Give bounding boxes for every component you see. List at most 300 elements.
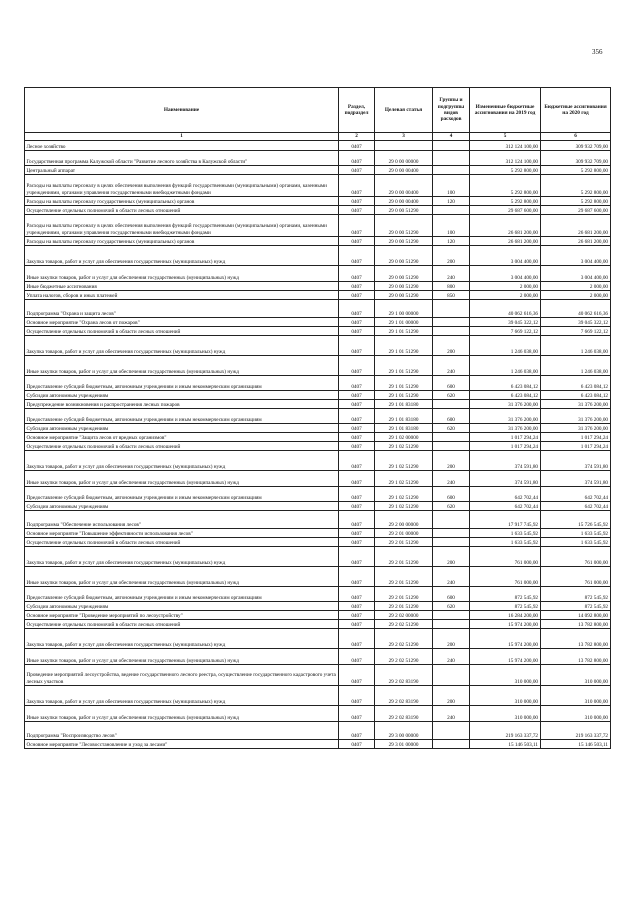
row-target-article: 29 0 00 51290 xyxy=(375,266,433,282)
table-row xyxy=(25,291,611,300)
row-expense-group: 240 xyxy=(433,567,470,587)
row-value-2019: 312 124 100,00 xyxy=(470,151,541,166)
row-value-2020: 31 376 200,00 xyxy=(541,409,611,424)
table-row xyxy=(25,611,611,620)
row-name: Лесное хозяйство xyxy=(25,141,339,151)
row-expense-group: 240 xyxy=(433,649,470,665)
row-name: Основное мероприятие "Лесовосстановление и уход за лесами" xyxy=(25,740,339,749)
row-name: Основное мероприятие "Проведение мероприятий по лесоустройству" xyxy=(25,611,339,620)
row-section: 0407 xyxy=(339,740,375,749)
page-number: 356 xyxy=(592,48,603,56)
row-target-article: 29 2 01 51290 xyxy=(375,538,433,547)
row-value-2019: 15 146 503,11 xyxy=(470,740,541,749)
row-value-2019: 16 284 200,00 xyxy=(470,611,541,620)
row-name: Центральный аппарат xyxy=(25,166,339,175)
table-row xyxy=(25,547,611,567)
table-row xyxy=(25,722,611,740)
row-value-2020: 309 932 709,00 xyxy=(541,151,611,166)
row-name: Осуществление отдельных полномочий в области лесных отношений xyxy=(25,442,339,451)
row-target-article: 29 1 02 51290 xyxy=(375,502,433,511)
row-name: Иные закупки товаров, работ и услуг для обеспечения государственных (муниципальных) нужд xyxy=(25,706,339,722)
row-target-article: 29 1 02 51290 xyxy=(375,442,433,451)
row-section: 0407 xyxy=(339,722,375,740)
row-target-article: 29 1 02 51290 xyxy=(375,487,433,502)
row-target-article: 29 2 02 83190 xyxy=(375,686,433,706)
row-name: Закупка товаров, работ и услуг для обеспечения государственных (муниципальных) нужд xyxy=(25,451,339,471)
row-value-2020: 309 932 709,00 xyxy=(541,141,611,151)
row-expense-group: 200 xyxy=(433,686,470,706)
row-name: Основное мероприятие "Защита лесов от вредных организмов" xyxy=(25,433,339,442)
row-section: 0407 xyxy=(339,629,375,649)
row-section: 0407 xyxy=(339,336,375,356)
row-section: 0407 xyxy=(339,215,375,237)
table-row xyxy=(25,529,611,538)
row-value-2019: 5 292 800,00 xyxy=(470,175,541,197)
row-section: 0407 xyxy=(339,706,375,722)
row-section: 0407 xyxy=(339,620,375,629)
row-target-article: 29 1 02 00000 xyxy=(375,433,433,442)
row-name: Осуществление отдельных полномочий в области лесных отношений xyxy=(25,327,339,336)
row-value-2020: 13 782 800,00 xyxy=(541,649,611,665)
row-name: Государственная программа Калужской области "Развитие лесного хозяйства в Калужской области" xyxy=(25,151,339,166)
table-row xyxy=(25,451,611,471)
table-row xyxy=(25,166,611,175)
row-name: Субсидии автономным учреждениям xyxy=(25,502,339,511)
row-value-2020: 761 000,00 xyxy=(541,567,611,587)
row-value-2019: 5 292 800,00 xyxy=(470,197,541,206)
row-value-2019: 15 974 200,00 xyxy=(470,649,541,665)
row-value-2019: 6 423 084,12 xyxy=(470,376,541,391)
row-target-article: 29 0 00 51290 xyxy=(375,282,433,291)
table-row xyxy=(25,471,611,487)
row-value-2020: 40 062 616,36 xyxy=(541,300,611,318)
row-value-2020: 761 000,00 xyxy=(541,547,611,567)
column-number: 1 xyxy=(25,133,339,141)
row-name: Расходы на выплаты персоналу в целях обеспечения выполнения функций государственными (муниципальными) органами, казенными учреждениями, органами управления государственными внебюджетными фондами xyxy=(25,215,339,237)
row-value-2020: 31 376 200,00 xyxy=(541,424,611,433)
table-row xyxy=(25,620,611,629)
row-name: Субсидии автономным учреждениям xyxy=(25,391,339,400)
budget-table-container xyxy=(24,87,610,749)
table-row xyxy=(25,502,611,511)
row-value-2019: 374 591,80 xyxy=(470,451,541,471)
row-target-article: 29 2 01 51290 xyxy=(375,547,433,567)
row-value-2019: 2 000,00 xyxy=(470,282,541,291)
table-row xyxy=(25,197,611,206)
row-section: 0407 xyxy=(339,282,375,291)
row-name: Иные закупки товаров, работ и услуг для обеспечения государственных (муниципальных) нужд xyxy=(25,649,339,665)
row-name: Иные закупки товаров, работ и услуг для обеспечения государственных (муниципальных) нужд xyxy=(25,567,339,587)
table-row xyxy=(25,206,611,215)
row-value-2020: 374 591,80 xyxy=(541,471,611,487)
row-target-article: 29 2 02 51290 xyxy=(375,649,433,665)
row-name: Субсидии автономным учреждениям xyxy=(25,424,339,433)
row-target-article: 29 0 00 00400 xyxy=(375,166,433,175)
row-value-2019: 2 000,00 xyxy=(470,291,541,300)
row-value-2020: 15 146 503,11 xyxy=(541,740,611,749)
row-section: 0407 xyxy=(339,433,375,442)
row-section: 0407 xyxy=(339,400,375,409)
row-name: Осуществление отдельных полномочий в области лесных отношений xyxy=(25,206,339,215)
row-section: 0407 xyxy=(339,141,375,151)
row-value-2019: 219 163 337,72 xyxy=(470,722,541,740)
row-value-2019: 3 004 400,00 xyxy=(470,246,541,266)
header-allocations-2020: Бюджетные ассигнования на 2020 год xyxy=(541,88,611,133)
table-row xyxy=(25,587,611,602)
table-row xyxy=(25,336,611,356)
row-value-2020: 7 669 122,12 xyxy=(541,327,611,336)
row-value-2020: 374 591,80 xyxy=(541,451,611,471)
row-value-2020: 31 376 200,00 xyxy=(541,400,611,409)
table-row xyxy=(25,442,611,451)
row-value-2019: 17 917 745,92 xyxy=(470,511,541,529)
row-expense-group: 200 xyxy=(433,547,470,567)
row-value-2019: 642 702,44 xyxy=(470,487,541,502)
row-target-article: 29 2 01 51290 xyxy=(375,602,433,611)
row-value-2020: 14 092 800,00 xyxy=(541,611,611,620)
row-expense-group xyxy=(433,141,470,151)
row-target-article: 29 0 00 00400 xyxy=(375,197,433,206)
row-expense-group: 620 xyxy=(433,502,470,511)
row-target-article: 29 1 01 51290 xyxy=(375,376,433,391)
row-value-2019: 29 687 600,00 xyxy=(470,206,541,215)
row-value-2020: 39 045 322,12 xyxy=(541,318,611,327)
row-target-article: 29 1 01 00000 xyxy=(375,318,433,327)
row-value-2019: 761 000,00 xyxy=(470,547,541,567)
table-row xyxy=(25,318,611,327)
table-row xyxy=(25,409,611,424)
row-section: 0407 xyxy=(339,318,375,327)
column-number-row xyxy=(25,133,611,141)
row-name: Предоставление субсидий бюджетным, автономным учреждениям и иным некоммерческим организациям xyxy=(25,409,339,424)
column-number: 5 xyxy=(470,133,541,141)
row-target-article: 29 2 02 51290 xyxy=(375,620,433,629)
header-target-article: Целевая статья xyxy=(375,88,433,133)
row-expense-group: 100 xyxy=(433,175,470,197)
row-section: 0407 xyxy=(339,327,375,336)
row-value-2019: 3 004 400,00 xyxy=(470,266,541,282)
row-value-2020: 6 423 084,12 xyxy=(541,376,611,391)
row-section: 0407 xyxy=(339,529,375,538)
row-value-2020: 26 681 200,00 xyxy=(541,215,611,237)
row-value-2019: 1 246 038,00 xyxy=(470,356,541,376)
row-value-2019: 1 633 545,92 xyxy=(470,538,541,547)
row-expense-group: 100 xyxy=(433,215,470,237)
row-expense-group xyxy=(433,722,470,740)
row-value-2019: 642 702,44 xyxy=(470,502,541,511)
row-section: 0407 xyxy=(339,665,375,686)
row-value-2020: 872 545,92 xyxy=(541,587,611,602)
header-section: Раздел, подраздел xyxy=(339,88,375,133)
row-value-2019: 26 681 200,00 xyxy=(470,215,541,237)
row-name: Предоставление субсидий бюджетным, автономным учреждениям и иным некоммерческим организациям xyxy=(25,376,339,391)
row-target-article: 29 0 00 00400 xyxy=(375,175,433,197)
row-name: Расходы на выплаты персоналу в целях обеспечения выполнения функций государственными (муниципальными) органами, казенными учреждениями, органами управления государственными внебюджетными фондами xyxy=(25,175,339,197)
row-expense-group: 240 xyxy=(433,266,470,282)
table-row xyxy=(25,665,611,686)
row-value-2019: 1 246 038,00 xyxy=(470,336,541,356)
row-target-article: 29 1 01 51290 xyxy=(375,336,433,356)
row-target-article: 29 0 00 51290 xyxy=(375,291,433,300)
row-value-2020: 1 633 545,92 xyxy=(541,529,611,538)
row-section: 0407 xyxy=(339,511,375,529)
row-value-2020: 3 004 400,00 xyxy=(541,266,611,282)
row-target-article: 29 1 00 00000 xyxy=(375,300,433,318)
row-value-2019: 26 681 200,00 xyxy=(470,237,541,246)
row-target-article: 29 2 02 83190 xyxy=(375,706,433,722)
row-name: Расходы на выплаты персоналу государственных (муниципальных) органов xyxy=(25,237,339,246)
row-name: Предоставление субсидий бюджетным, автономным учреждениям и иным некоммерческим организациям xyxy=(25,487,339,502)
row-value-2020: 642 702,44 xyxy=(541,487,611,502)
row-value-2019: 31 376 200,00 xyxy=(470,400,541,409)
row-expense-group: 600 xyxy=(433,487,470,502)
row-section: 0407 xyxy=(339,649,375,665)
row-value-2020: 15 726 545,92 xyxy=(541,511,611,529)
row-name: Иные закупки товаров, работ и услуг для обеспечения государственных (муниципальных) нужд xyxy=(25,356,339,376)
row-value-2020: 1 246 038,00 xyxy=(541,336,611,356)
row-expense-group xyxy=(433,511,470,529)
table-body xyxy=(25,141,611,749)
row-expense-group xyxy=(433,665,470,686)
row-value-2019: 40 062 616,36 xyxy=(470,300,541,318)
table-row xyxy=(25,567,611,587)
row-section: 0407 xyxy=(339,424,375,433)
row-value-2020: 5 292 800,00 xyxy=(541,166,611,175)
row-section: 0407 xyxy=(339,246,375,266)
table-row xyxy=(25,433,611,442)
table-row xyxy=(25,686,611,706)
table-row xyxy=(25,141,611,151)
row-target-article: 29 0 00 51290 xyxy=(375,215,433,237)
row-section: 0407 xyxy=(339,206,375,215)
row-name: Закупка товаров, работ и услуг для обеспечения государственных (муниципальных) нужд xyxy=(25,246,339,266)
row-value-2019: 310 000,00 xyxy=(470,665,541,686)
row-section: 0407 xyxy=(339,166,375,175)
row-expense-group xyxy=(433,442,470,451)
row-name: Основное мероприятие "Повышение эффективности использования лесов" xyxy=(25,529,339,538)
row-target-article: 29 2 01 51290 xyxy=(375,587,433,602)
row-expense-group: 240 xyxy=(433,356,470,376)
row-expense-group xyxy=(433,151,470,166)
row-expense-group xyxy=(433,327,470,336)
row-value-2019: 39 045 322,12 xyxy=(470,318,541,327)
row-value-2020: 5 292 800,00 xyxy=(541,175,611,197)
row-expense-group xyxy=(433,611,470,620)
row-section: 0407 xyxy=(339,538,375,547)
row-name: Закупка товаров, работ и услуг для обеспечения государственных (муниципальных) нужд xyxy=(25,547,339,567)
row-section: 0407 xyxy=(339,197,375,206)
table-row xyxy=(25,175,611,197)
row-target-article: 29 0 00 51290 xyxy=(375,206,433,215)
row-value-2020: 1 633 545,92 xyxy=(541,538,611,547)
row-expense-group: 120 xyxy=(433,237,470,246)
row-target-article: 29 3 01 00000 xyxy=(375,740,433,749)
row-value-2019: 5 292 800,00 xyxy=(470,166,541,175)
row-expense-group: 120 xyxy=(433,197,470,206)
row-target-article: 29 1 01 83180 xyxy=(375,409,433,424)
table-row xyxy=(25,400,611,409)
column-number: 2 xyxy=(339,133,375,141)
row-name: Закупка товаров, работ и услуг для обеспечения государственных (муниципальных) нужд xyxy=(25,336,339,356)
table-row xyxy=(25,629,611,649)
table-row xyxy=(25,706,611,722)
row-value-2020: 872 545,92 xyxy=(541,602,611,611)
row-value-2020: 3 004 400,00 xyxy=(541,246,611,266)
table-row xyxy=(25,649,611,665)
row-expense-group xyxy=(433,620,470,629)
row-name: Закупка товаров, работ и услуг для обеспечения государственных (муниципальных) нужд xyxy=(25,686,339,706)
row-target-article: 29 1 02 51290 xyxy=(375,471,433,487)
row-name: Субсидии автономным учреждениям xyxy=(25,602,339,611)
row-value-2020: 310 000,00 xyxy=(541,665,611,686)
header-name: Наименование xyxy=(25,88,339,133)
header-allocations-2019: Измененные бюджетные ассигнования на 2019 год xyxy=(470,88,541,133)
row-section: 0407 xyxy=(339,300,375,318)
row-expense-group: 240 xyxy=(433,706,470,722)
row-expense-group xyxy=(433,318,470,327)
header-expense-group: Группы и подгруппы видов расходов xyxy=(433,88,470,133)
row-value-2020: 2 000,00 xyxy=(541,291,611,300)
row-expense-group: 620 xyxy=(433,391,470,400)
row-target-article: 29 1 01 51290 xyxy=(375,327,433,336)
row-value-2020: 13 782 800,00 xyxy=(541,629,611,649)
row-value-2020: 2 000,00 xyxy=(541,282,611,291)
row-value-2020: 6 423 084,12 xyxy=(541,391,611,400)
row-target-article: 29 1 02 51290 xyxy=(375,451,433,471)
row-expense-group: 240 xyxy=(433,471,470,487)
row-name: Основное мероприятие "Охрана лесов от пожаров" xyxy=(25,318,339,327)
row-target-article: 29 1 01 51290 xyxy=(375,391,433,400)
row-value-2019: 312 124 100,00 xyxy=(470,141,541,151)
row-value-2019: 6 423 084,12 xyxy=(470,391,541,400)
row-name: Подпрограмма "Воспроизводство лесов" xyxy=(25,722,339,740)
row-section: 0407 xyxy=(339,547,375,567)
row-expense-group xyxy=(433,740,470,749)
row-value-2019: 1 017 294,24 xyxy=(470,442,541,451)
table-row xyxy=(25,538,611,547)
row-section: 0407 xyxy=(339,567,375,587)
row-section: 0407 xyxy=(339,376,375,391)
row-target-article: 29 0 00 51290 xyxy=(375,237,433,246)
row-expense-group: 200 xyxy=(433,336,470,356)
row-expense-group xyxy=(433,529,470,538)
row-target-article: 29 2 02 51290 xyxy=(375,629,433,649)
row-value-2019: 15 974 200,00 xyxy=(470,629,541,649)
column-number: 6 xyxy=(541,133,611,141)
row-value-2020: 642 702,44 xyxy=(541,502,611,511)
row-section: 0407 xyxy=(339,451,375,471)
row-target-article: 29 2 02 00000 xyxy=(375,611,433,620)
row-name: Предоставление субсидий бюджетным, автономным учреждениям и иным некоммерческим организациям xyxy=(25,587,339,602)
row-target-article: 29 3 00 00000 xyxy=(375,722,433,740)
column-number: 3 xyxy=(375,133,433,141)
row-target-article: 29 2 01 51290 xyxy=(375,567,433,587)
table-row xyxy=(25,602,611,611)
row-value-2019: 7 669 122,12 xyxy=(470,327,541,336)
table-row xyxy=(25,237,611,246)
row-expense-group xyxy=(433,433,470,442)
row-section: 0407 xyxy=(339,151,375,166)
row-section: 0407 xyxy=(339,175,375,197)
row-target-article: 29 2 01 00000 xyxy=(375,529,433,538)
table-row xyxy=(25,300,611,318)
table-row xyxy=(25,215,611,237)
row-expense-group: 620 xyxy=(433,602,470,611)
table-row xyxy=(25,356,611,376)
table-row xyxy=(25,511,611,529)
row-target-article: 29 1 01 51290 xyxy=(375,356,433,376)
column-number: 4 xyxy=(433,133,470,141)
row-section: 0407 xyxy=(339,602,375,611)
row-value-2020: 310 000,00 xyxy=(541,686,611,706)
row-name: Подпрограмма "Охрана и защита лесов" xyxy=(25,300,339,318)
row-value-2019: 310 000,00 xyxy=(470,686,541,706)
row-expense-group: 200 xyxy=(433,451,470,471)
row-target-article: 29 2 02 83190 xyxy=(375,665,433,686)
row-section: 0407 xyxy=(339,487,375,502)
row-target-article: 29 0 00 51290 xyxy=(375,246,433,266)
table-row xyxy=(25,391,611,400)
row-name: Проведение мероприятий лесоустройства, ведение государственного лесного реестра, осуществление государственного кадастрового учета лесных участков xyxy=(25,665,339,686)
row-expense-group xyxy=(433,166,470,175)
row-expense-group: 200 xyxy=(433,629,470,649)
row-expense-group xyxy=(433,538,470,547)
row-expense-group: 600 xyxy=(433,409,470,424)
row-name: Иные бюджетные ассигнования xyxy=(25,282,339,291)
row-target-article: 29 1 01 83180 xyxy=(375,424,433,433)
table-row xyxy=(25,151,611,166)
row-section: 0407 xyxy=(339,502,375,511)
row-expense-group: 600 xyxy=(433,587,470,602)
header-row xyxy=(25,88,611,133)
row-section: 0407 xyxy=(339,291,375,300)
table-row xyxy=(25,327,611,336)
row-value-2020: 310 000,00 xyxy=(541,706,611,722)
row-value-2020: 13 782 800,00 xyxy=(541,620,611,629)
row-expense-group: 600 xyxy=(433,376,470,391)
row-value-2020: 5 292 800,00 xyxy=(541,197,611,206)
table-row xyxy=(25,740,611,749)
row-target-article: 29 0 00 00000 xyxy=(375,151,433,166)
row-section: 0407 xyxy=(339,587,375,602)
row-value-2019: 761 000,00 xyxy=(470,567,541,587)
table-row xyxy=(25,266,611,282)
row-value-2019: 15 974 200,00 xyxy=(470,620,541,629)
row-value-2019: 1 633 545,92 xyxy=(470,529,541,538)
row-expense-group xyxy=(433,300,470,318)
table-row xyxy=(25,282,611,291)
row-expense-group xyxy=(433,400,470,409)
row-value-2020: 1 246 038,00 xyxy=(541,356,611,376)
row-name: Закупка товаров, работ и услуг для обеспечения государственных (муниципальных) нужд xyxy=(25,629,339,649)
budget-table xyxy=(24,87,611,749)
row-value-2019: 1 017 294,24 xyxy=(470,433,541,442)
row-section: 0407 xyxy=(339,471,375,487)
row-expense-group: 850 xyxy=(433,291,470,300)
row-section: 0407 xyxy=(339,266,375,282)
table-row xyxy=(25,424,611,433)
table-row xyxy=(25,376,611,391)
row-section: 0407 xyxy=(339,356,375,376)
row-value-2019: 310 000,00 xyxy=(470,706,541,722)
row-expense-group: 620 xyxy=(433,424,470,433)
row-section: 0407 xyxy=(339,409,375,424)
row-target-article xyxy=(375,141,433,151)
row-value-2020: 26 681 200,00 xyxy=(541,237,611,246)
row-section: 0407 xyxy=(339,391,375,400)
row-name: Иные закупки товаров, работ и услуг для обеспечения государственных (муниципальных) нужд xyxy=(25,471,339,487)
row-name: Иные закупки товаров, работ и услуг для обеспечения государственных (муниципальных) нужд xyxy=(25,266,339,282)
